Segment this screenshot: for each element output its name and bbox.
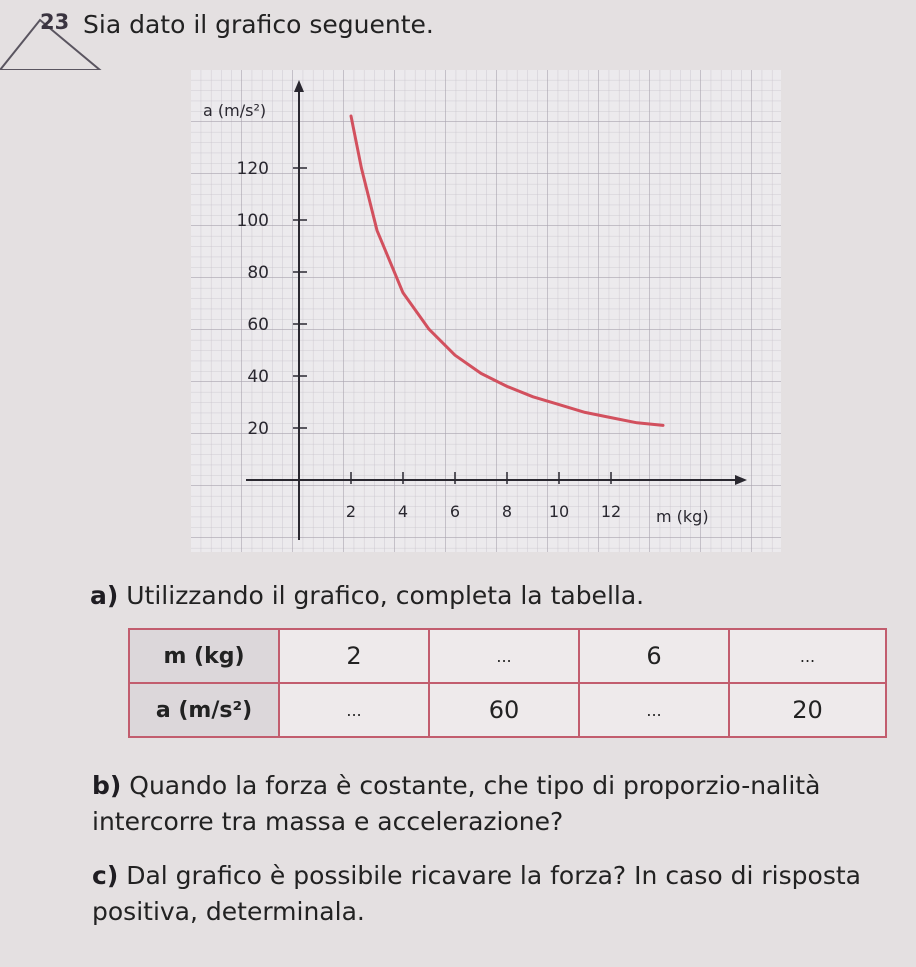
question-a-text: Utilizzando il grafico, completa la tabella. xyxy=(126,581,645,610)
table-cell: 6 xyxy=(579,629,729,683)
question-b xyxy=(92,768,892,840)
exercise-number: 23 xyxy=(40,10,70,34)
y-tick-label: 40 xyxy=(247,367,269,387)
x-axis-label: m (kg) xyxy=(656,507,709,526)
question-c-letter: c) xyxy=(92,861,119,890)
question-c xyxy=(92,858,892,930)
x-tick-label: 4 xyxy=(397,502,409,521)
acceleration-mass-graph xyxy=(191,70,781,552)
y-tick-label: 120 xyxy=(236,159,269,179)
question-b-text: Quando la forza è costante, che tipo di proporzio-nalità intercorre tra massa e accelerazione? xyxy=(92,771,821,836)
table-cell: ... xyxy=(579,683,729,737)
y-tick-label: 20 xyxy=(247,419,269,439)
table-cell: ... xyxy=(429,629,579,683)
question-c-text: Dal grafico è possibile ricavare la forza? In caso di risposta positiva, determinala. xyxy=(92,861,861,926)
table-cell: ... xyxy=(279,683,429,737)
y-tick-label: 100 xyxy=(236,211,269,231)
table-cell: ... xyxy=(729,629,886,683)
table-row-mass xyxy=(129,629,886,683)
acceleration-header: a (m/s²) xyxy=(129,683,279,737)
table-cell: 2 xyxy=(279,629,429,683)
exercise-title: Sia dato il grafico seguente. xyxy=(83,10,434,39)
table-cell: 60 xyxy=(429,683,579,737)
x-tick-label: 2 xyxy=(345,502,357,521)
question-a-letter: a) xyxy=(90,581,119,610)
table-cell: 20 xyxy=(729,683,886,737)
y-axis-label: a (m/s²) xyxy=(203,101,267,120)
x-tick-label: 12 xyxy=(600,502,622,521)
y-tick-label: 60 xyxy=(247,315,269,335)
y-tick-label: 80 xyxy=(247,263,269,283)
question-b-letter: b) xyxy=(92,771,122,800)
x-tick-label: 8 xyxy=(501,502,513,521)
x-tick-label: 10 xyxy=(548,502,570,521)
x-tick-label: 6 xyxy=(449,502,461,521)
question-a xyxy=(90,578,644,614)
data-table xyxy=(128,628,887,738)
mass-header: m (kg) xyxy=(129,629,279,683)
table-row-acceleration xyxy=(129,683,886,737)
